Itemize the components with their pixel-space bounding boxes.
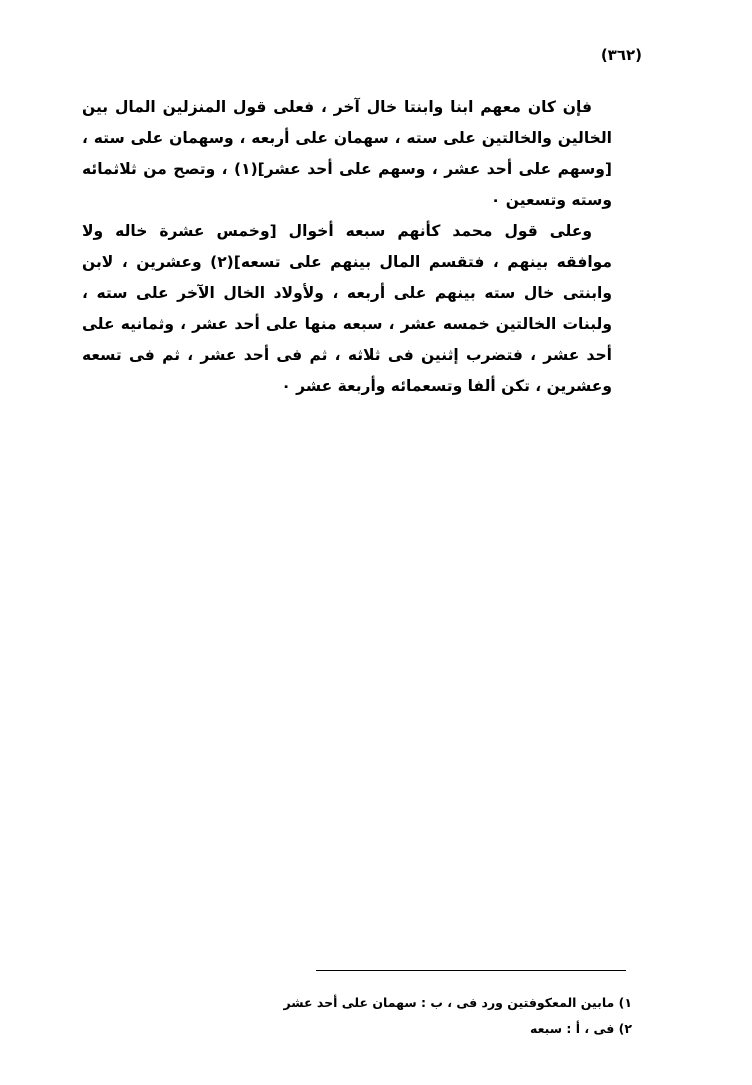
footnote-1: ١) مابين المعكوفتين ورد فى ، ب : سهمان على أحد عشر [283, 995, 632, 1010]
paragraph-2: وعلى قول محمد كأنهم سبعه أخوال [وخمس عشرة خاله ولا موافقه بينهم ، فتقسم المال بينهم على تسعه](٢) وعشرين ، لابن وابنتى خال سته بينهم على أربعه ، ولأولاد الخال الآخر على سته ، ولبنات الخالتين خمسه عشر ، سبعه منها على أحد عشر ، وثمانيه على أحد عشر ، فتضرب إثنين فى ثلاثه ، ثم فى أحد عشر ، ثم فى تسعه وعشرين ، تكن ألفا وتسعمائه وأربعة عشر ٠ [82, 222, 612, 395]
page-number: (٣٦٢) [600, 46, 642, 64]
footnote-2: ٢) فى ، أ : سبعه [529, 1021, 632, 1036]
footnote-divider [316, 970, 626, 971]
paragraph-1: فإن كان معهم ابنا وابنتا خال آخر ، فعلى قول المنزلين المال بين الخالين والخالتين على سته ، سهمان على أربعه ، وسهمان على سته ، [وسهم على أحد عشر ، وسهم على أحد عشر](١) ، وتصح من ثلاثمائه وسته وتسعين ٠ [82, 98, 613, 209]
footnotes [283, 990, 632, 1042]
main-text [82, 92, 612, 402]
